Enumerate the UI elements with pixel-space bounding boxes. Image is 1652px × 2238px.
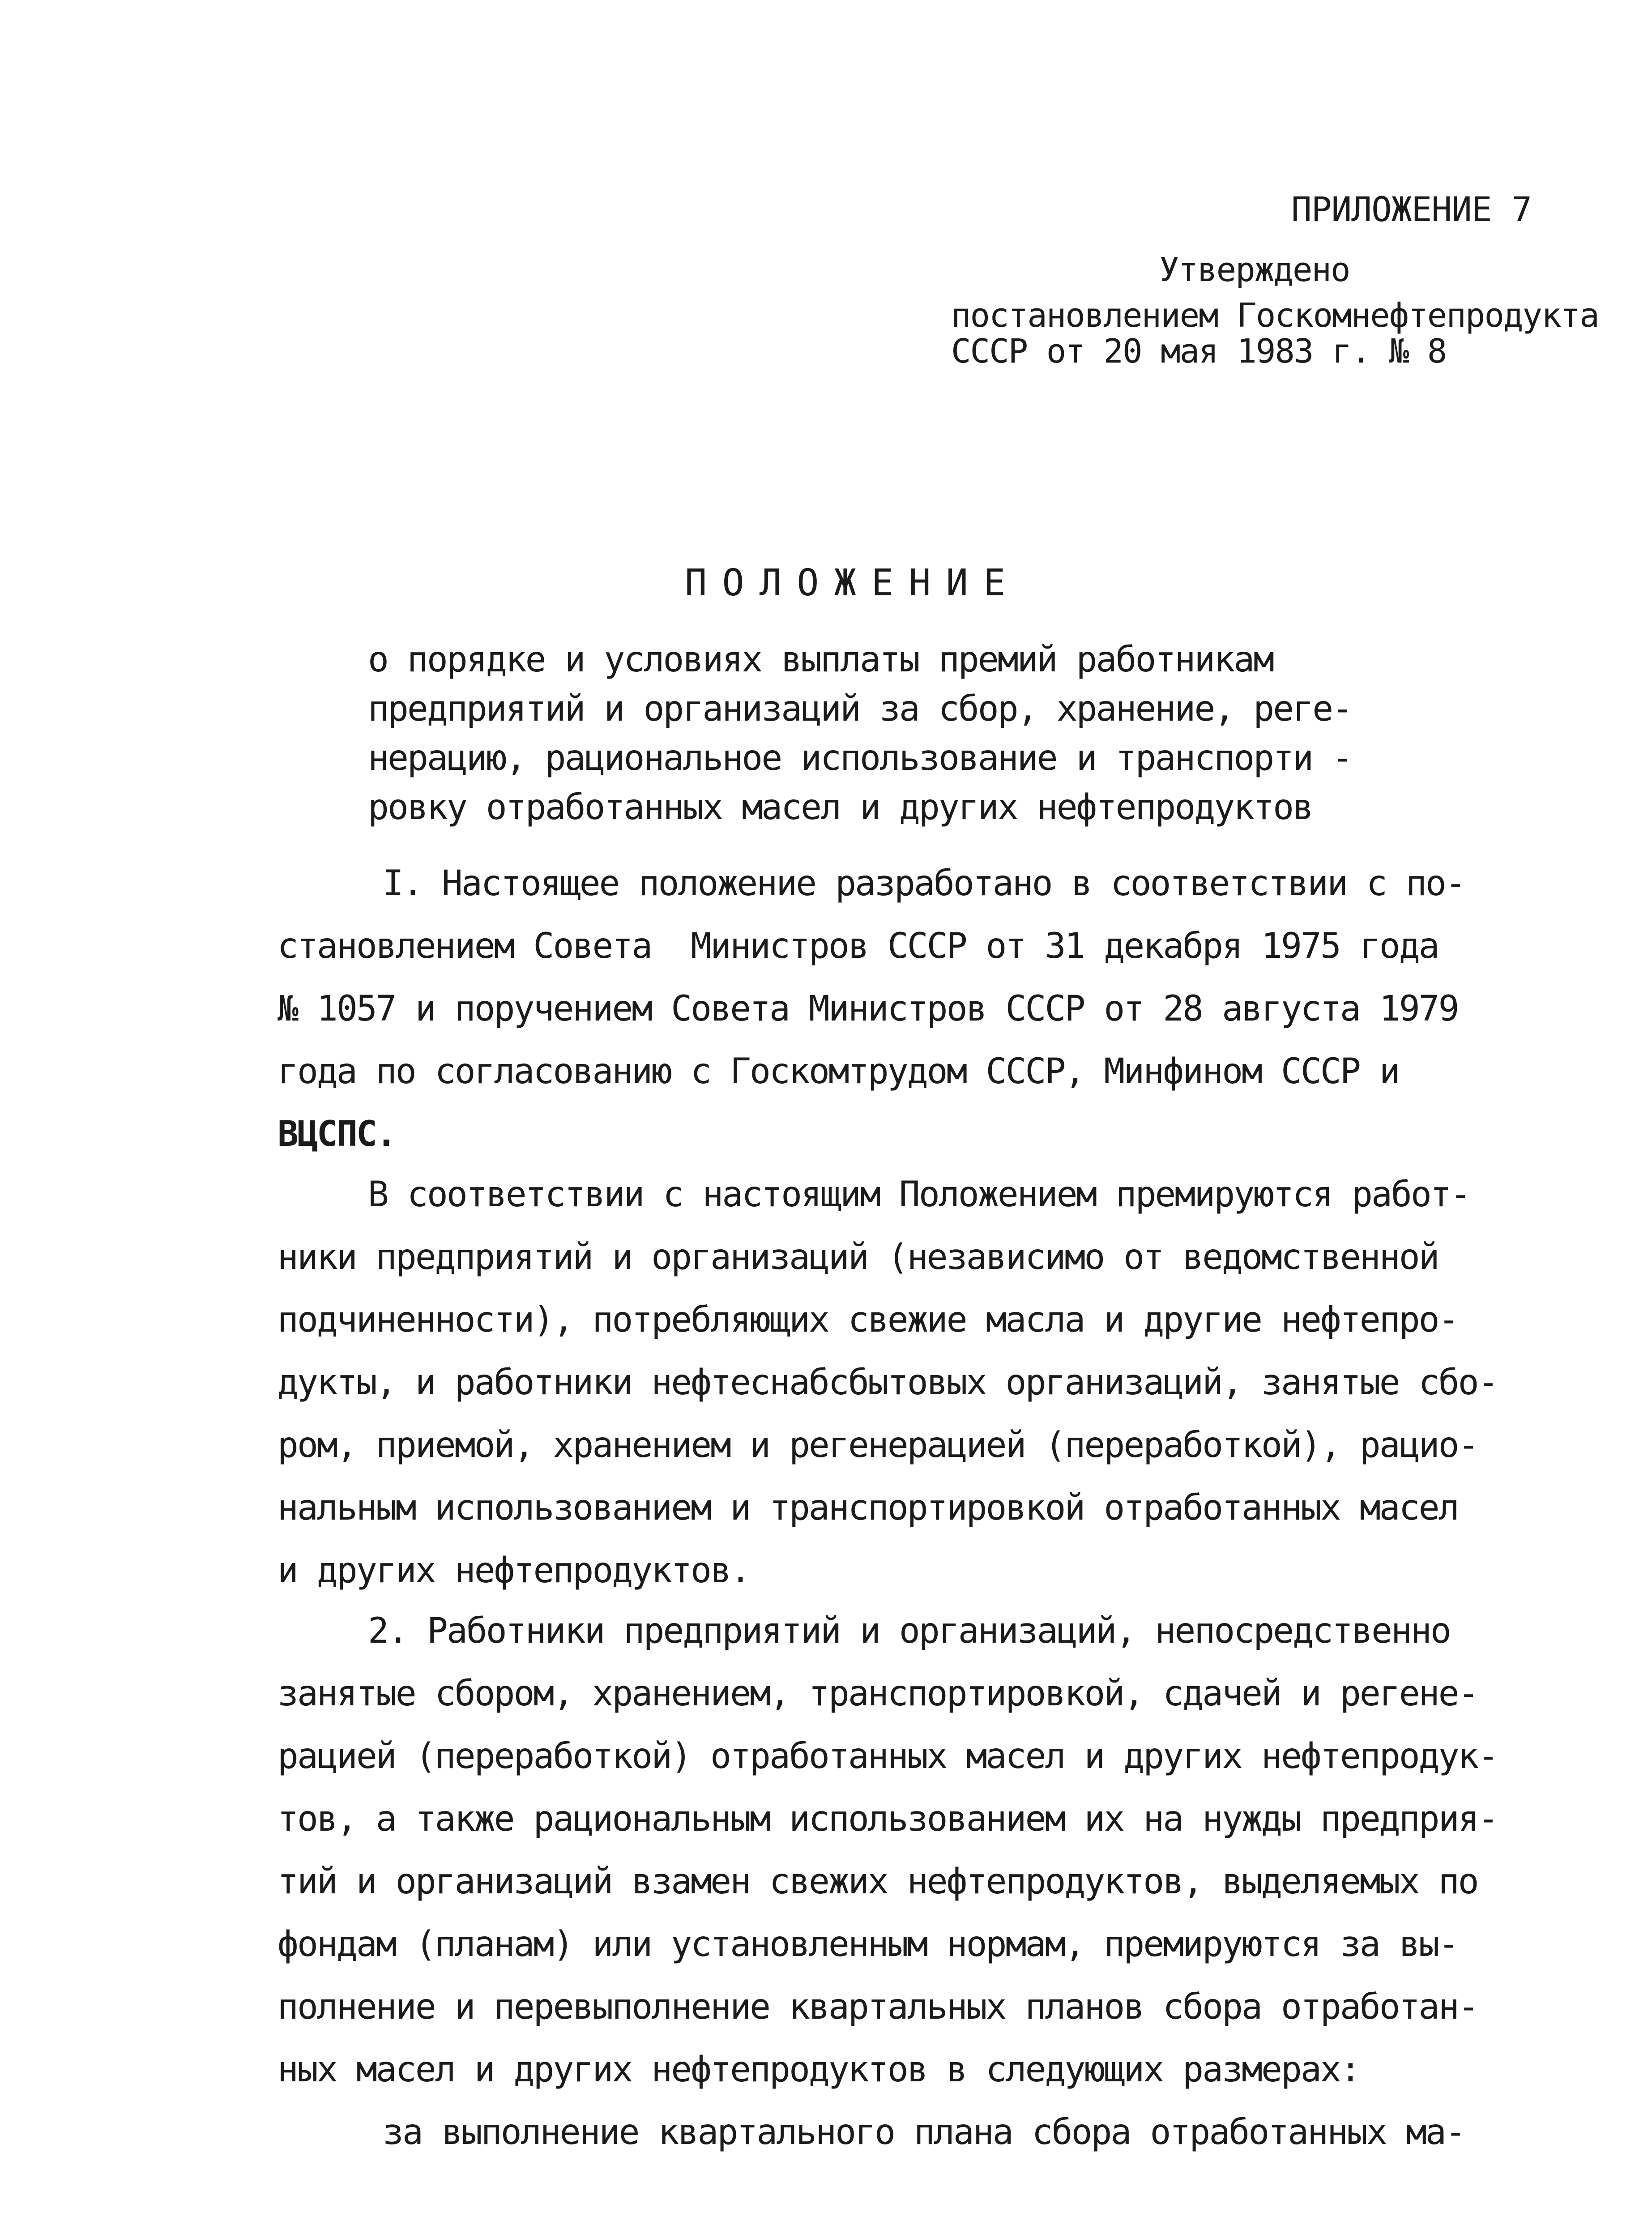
approval-line: Утверждено (1159, 251, 1350, 289)
subtitle-line: ровку отработанных масел и других нефтепродуктов (368, 787, 1313, 828)
paragraph-line: и других нефтепродуктов. (277, 1550, 750, 1591)
subtitle-line: нерацию, рациональное использование и транспорти - (368, 738, 1352, 778)
paragraph-line: 2. Работники предприятий и организаций, непосредственно (368, 1611, 1450, 1651)
subtitle-line: предприятий и организаций за сбор, хранение, реге- (368, 689, 1352, 729)
document-title: ПОЛОЖЕНИЕ (685, 562, 1021, 604)
paragraph-line: ВЦСПС. (277, 1114, 396, 1154)
paragraph-line: тов, а также рациональным использованием их на нужды предприя- (277, 1799, 1498, 1839)
paragraph-line: подчиненности), потребляющих свежие масла и другие нефтепро- (277, 1300, 1458, 1340)
paragraph-line: полнение и перевыполнение квартальных планов сбора отработан- (277, 1987, 1478, 2027)
approval-line: постановлением Госкомнефтепродукта (951, 296, 1599, 335)
paragraph-line: занятые сбором, хранением, транспортировкой, сдачей и регене- (277, 1674, 1478, 1714)
paragraph-line: дукты, и работники нефтеснабсбытовых организаций, занятые сбо- (277, 1362, 1498, 1403)
paragraph-line: фондам (планам) или установленным нормам, премируются за вы- (277, 1924, 1458, 1965)
paragraph-line: за выполнение квартального плана сбора отработанных ма- (383, 2112, 1465, 2153)
paragraph-line: ники предприятий и организаций (независимо от ведомственной (277, 1237, 1439, 1277)
paragraph-line: тий и организаций взамен свежих нефтепродуктов, выделяемых по (277, 1862, 1478, 1902)
subtitle-line: о порядке и условиях выплаты премий работникам (368, 640, 1273, 680)
approval-line: СССР от 20 мая 1983 г. № 8 (951, 332, 1447, 371)
paragraph-line: ных масел и других нефтепродуктов в следующих размерах: (277, 2050, 1360, 2090)
paragraph-line: становлением Совета Министров СССР от 31 декабря 1975 года (277, 926, 1439, 966)
paragraph-line: № 1057 и поручением Совета Министров СССР от 28 августа 1979 (277, 989, 1458, 1029)
paragraph-line: I. Настоящее положение разработано в соответствии с по- (383, 863, 1465, 904)
paragraph-line: ром, приемой, хранением и регенерацией (переработкой), рацио- (277, 1425, 1478, 1465)
annex-label: ПРИЛОЖЕНИЕ 7 (1291, 189, 1532, 229)
paragraph-line: нальным использованием и транспортировкой отработанных масел (277, 1488, 1458, 1528)
paragraph-line: В соответствии с настоящим Положением премируются работ- (368, 1175, 1470, 1215)
paragraph-line: рацией (переработкой) отработанных масел и других нефтепродук- (277, 1736, 1498, 1777)
paragraph-line: года по согласованию с Госкомтрудом СССР, Минфином СССР и (277, 1051, 1399, 1092)
